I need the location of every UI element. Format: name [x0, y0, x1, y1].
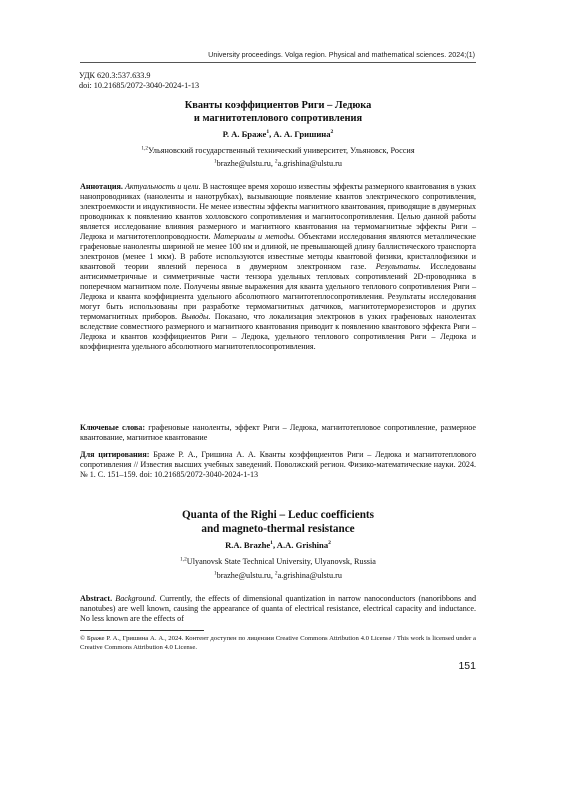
emails-en [80, 571, 476, 580]
title-en-line1: Quanta of the Righi – Leduc coefficients [181, 509, 375, 521]
license-footnote: © Браже Р. А., Гришина А. А., 2024. Контент доступен по лицензии Creative Commons Attribution 4.0 License / This work is licensed under a Creative Commons Attribution 4.0 License. [80, 635, 476, 651]
abstract-ru-conclusions-text: Показано, что локализация электронов в узких графеновых нанолентах вследствие совместного размерного и магнитного квантования приводит к появлению квантового эффекта Риги – Ледюка и квантов коэффициентов Риги – Ледюка, удельного теплового сопротивления Риги – Ледюка и коэффициента удельного абсолютного магнитотеплосопротивления. [80, 311, 476, 351]
title-en-line2: and magneto-thermal resistance [201, 523, 355, 536]
affiliation-ru-sup: 1,2 [141, 145, 149, 152]
email-en-2[interactable]: a.grishina@ulstu.ru [277, 571, 342, 580]
email-en-1[interactable]: brazhe@ulstu.ru [216, 571, 271, 580]
header-rule [80, 62, 476, 63]
article-identifiers [79, 71, 199, 92]
affiliation-en-text: Ulyanovsk State Technical University, Ulyanovsk, Russia [186, 557, 376, 566]
title-ru-line2: и магнитотеплового сопротивления [193, 113, 363, 125]
running-header: University proceedings. Volga region. Physical and mathematical sciences. 2024;(1) [208, 50, 475, 59]
abstract-en [80, 594, 476, 624]
email-ru-separator: , [270, 159, 275, 168]
udc-code: УДК 620.3:537.633.9 [79, 71, 151, 80]
abstract-ru [80, 182, 476, 352]
keywords-ru-label: Ключевые слова: [80, 423, 146, 432]
title-ru-line1: Кванты коэффициентов Риги – Ледюка [184, 100, 372, 111]
title-ru [80, 99, 476, 125]
keywords-ru [80, 423, 476, 443]
author-en-2-sup: 2 [328, 540, 331, 547]
abstract-en-background-text: Currently, the effects of dimensional quantization in narrow nanoconductors (nanoribbons and nanotubes) are well known, causing the appearance of quanta of electrical resistance, electrical capacity and inductance. No less known are the effects of [80, 594, 476, 623]
abstract-ru-results-label: Результаты. [375, 261, 421, 271]
author-ru-2: А. А. Гришина [273, 129, 331, 139]
doi[interactable]: doi: 10.21685/2072-3040-2024-1-13 [79, 81, 200, 91]
abstract-ru-results-text: Исследованы антисимметричные и симметричные части тензора удельных тепловых сопротивлений 2D-проводника в поперечном магнитном поле. Получены явные выражения для кванта удельного теплового сопротивления Риги – Ледюка и кванта коэффициента удельного абсолютного магнитотеплосопротивления. Результаты исследования могут быть использованы при разработке термомагнитных датчиков, магнитотерморезисторов и других термомагнитных приборов. [80, 261, 477, 321]
author-en-1: R.A. Brazhe [225, 540, 271, 550]
abstract-ru-relevance-text: В настоящее время хорошо известны эффекты размерного квантования в узких нанопроводниках (наноленты и нанотрубках), вызывающие появление квантов электрического сопротивления, электроемкости и индуктивности. Не менее известны эффекты магнитного квантования, приводящие в двумерных проводниках к появлению квантов холловского сопротивления и магнитосопротивления. Целью данной работы является исследование влияния размерного и магнитного квантования на термомагнитные эффекты Риги – Ледюка и магнитотеплопроводности. [80, 182, 476, 241]
citation-ru [80, 450, 476, 480]
author-ru-1-sup: 1 [266, 129, 270, 136]
email-en-1-sup: 1 [214, 570, 217, 577]
affiliation-en [80, 557, 476, 566]
author-ru-1: Р. А. Браже [222, 129, 267, 139]
title-en [80, 508, 476, 536]
affiliation-ru-text: Ульяновский государственный технический университет, Ульяновск, Россия [148, 146, 415, 155]
email-ru-2-sup: 2 [274, 158, 278, 165]
abstract-ru-methods-label: Материалы и методы. [213, 231, 296, 241]
abstract-ru-relevance-label: Актуальность и цели. [124, 182, 201, 191]
email-ru-1-sup: 1 [214, 158, 217, 165]
author-en-2: A.A. Grishina [276, 540, 329, 550]
citation-ru-label: Для цитирования: [80, 450, 150, 459]
abstract-en-label: Abstract. [80, 594, 113, 603]
email-en-2-sup: 2 [274, 570, 278, 577]
abstract-ru-label: Аннотация. [80, 182, 123, 191]
footnote-rule [80, 630, 204, 631]
abstract-en-background-label: Background. [115, 594, 157, 603]
affiliation-en-sup: 1,2 [180, 556, 187, 563]
authors-ru [80, 129, 476, 139]
page-number: 151 [458, 660, 476, 672]
author-ru-2-sup: 2 [330, 129, 334, 136]
affiliation-ru [80, 146, 476, 155]
email-ru-2[interactable]: a.grishina@ulstu.ru [277, 159, 342, 168]
emails-ru [80, 159, 476, 168]
authors-en [80, 540, 476, 550]
abstract-ru-conclusions-label: Выводы. [181, 311, 211, 321]
email-en-separator: , [270, 571, 275, 580]
citation-ru-text: Браже Р. А., Гришина А. А. Кванты коэффициентов Риги – Ледюка и магнитотеплового сопротивления // Известия высших учебных заведений. Поволжский регион. Физико-математические науки. 2024. № 1. С. 151–159. doi: 10.21685/2072-3040-2024-1-13 [80, 450, 476, 479]
keywords-ru-text: графеновые наноленты, эффект Риги – Ледюка, магнитотепловое сопротивление, размерное квантование, магнитное квантование [80, 423, 476, 442]
author-en-1-sup: 1 [270, 540, 273, 547]
author-ru-separator: , [269, 129, 274, 139]
abstract-ru-methods-text: Объектами исследования являются металлические графеновые наноленты шириной не менее 100 нм и длиной, не превышающей длину баллистического транспорта электронов (менее 1 мкм). В работе используются известные методы квантовой физики, кристаллофизики и квантовой теории явлений переноса в двумерном электронном газе. [80, 231, 476, 271]
author-en-separator: , [272, 540, 277, 550]
email-ru-1[interactable]: brazhe@ulstu.ru [216, 159, 271, 168]
